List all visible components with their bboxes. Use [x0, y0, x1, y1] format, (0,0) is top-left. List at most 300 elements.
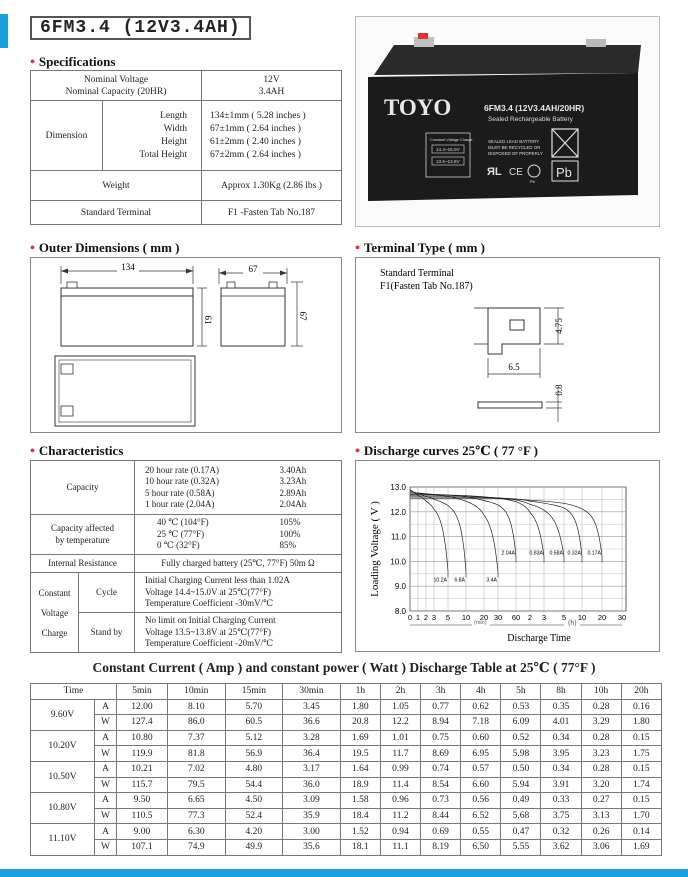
recycle-pb-label: Pb: [530, 179, 535, 184]
charge-v1: 14.4~15.0V: [436, 147, 460, 152]
cc-value-cell: 11.2: [380, 808, 420, 824]
cc-value-cell: 9.00: [117, 824, 168, 840]
cc-value-cell: 5.55: [501, 839, 541, 855]
chart-x-tick: 30: [617, 613, 627, 622]
cc-voltage-cell: 10.50V: [31, 761, 95, 792]
cc-header-cell: 30min: [283, 684, 341, 700]
cc-unit-cell: A: [95, 824, 117, 840]
ir-label: Internal Resistance: [31, 555, 135, 573]
cycle-label: Cycle: [79, 573, 135, 613]
cc-value-cell: 6.30: [167, 824, 225, 840]
cc-value-cell: 0.26: [581, 824, 621, 840]
terminal-drawing: [355, 257, 660, 433]
cc-unit-cell: A: [95, 761, 117, 777]
chart-y-tick: 10.0: [390, 557, 406, 567]
cc-value-cell: 10.80: [117, 730, 168, 746]
terminal-label: Standard Terminal: [31, 201, 202, 225]
cc-value-cell: 0.53: [501, 699, 541, 715]
chart-x-tick: 2: [527, 613, 533, 622]
cc-value-cell: 5.70: [225, 699, 283, 715]
cc-voltage-cell: 10.20V: [31, 730, 95, 761]
cc-value-cell: 0.15: [621, 761, 661, 777]
cc-value-cell: 0.28: [581, 761, 621, 777]
cc-value-cell: 1.58: [340, 793, 380, 809]
cc-value-cell: 3.45: [283, 699, 341, 715]
capacity-value-10h: 3.23Ah: [279, 476, 307, 486]
cc-value-cell: 7.02: [167, 761, 225, 777]
cc-value-cell: 0.15: [621, 793, 661, 809]
table-row: [31, 808, 662, 824]
cc-value-cell: 5.94: [501, 777, 541, 793]
cc-value-cell: 8.19: [421, 839, 461, 855]
cc-value-cell: 0.14: [621, 824, 661, 840]
terminal-line1: Standard Terminal: [380, 268, 454, 279]
battery-desc: Sealed Rechargeable Battery: [488, 116, 573, 123]
chart-series-label: 2.04A: [501, 550, 515, 557]
cc-table-title: Constant Current ( Amp ) and constant power ( Watt ) Discharge Table at 25℃ ( 77°F ): [92, 660, 596, 675]
cc-value-cell: 3.75: [541, 808, 581, 824]
nominal-label-cell: [31, 71, 202, 101]
ce-icon: CE: [509, 167, 523, 178]
cc-unit-cell: W: [95, 746, 117, 762]
cc-unit-cell: W: [95, 777, 117, 793]
temp-40: 40 ℃ (104°F): [157, 517, 209, 528]
discharge-chart-svg: [356, 461, 659, 651]
cc-value-cell: 107.1: [117, 839, 168, 855]
cc-value-cell: 18.1: [340, 839, 380, 855]
cc-value-cell: 3.09: [283, 793, 341, 809]
cc-value-cell: 8.10: [167, 699, 225, 715]
cc-value-cell: 1.69: [340, 730, 380, 746]
cc-value-cell: 6.65: [167, 793, 225, 809]
cc-value-cell: 0.75: [421, 730, 461, 746]
cc-value-cell: 1.70: [621, 808, 661, 824]
cc-value-cell: 0.77: [421, 699, 461, 715]
od-end-terminal-left: [227, 282, 235, 288]
cc-value-cell: 3.62: [541, 839, 581, 855]
cc-unit-cell: A: [95, 793, 117, 809]
dimension-values-cell: [202, 101, 342, 171]
cycle-line-1: Initial Charging Current less than 1.02A: [145, 575, 290, 586]
cc-value-cell: 3.28: [283, 730, 341, 746]
pb-label: Pb: [556, 165, 572, 180]
cc-header-cell: 20h: [621, 684, 661, 700]
nominal-capacity-value: 3.4AH: [258, 86, 285, 97]
cc-header-cell: 4h: [461, 684, 501, 700]
cc-value-cell: 1.74: [621, 777, 661, 793]
specifications-table: [30, 70, 342, 225]
cc-value-cell: 0.50: [501, 761, 541, 777]
dim-height-label: Height: [161, 136, 187, 147]
cc-value-cell: 7.18: [461, 715, 501, 731]
top-view: [55, 356, 195, 426]
cc-value-cell: 49.9: [225, 839, 283, 855]
cc-value-cell: 0.57: [461, 761, 501, 777]
cc-value-cell: 81.8: [167, 746, 225, 762]
chart-unit-h: (h): [568, 620, 577, 627]
tab-thick-label: 0.8: [554, 384, 564, 396]
chart-series-line: [410, 492, 498, 571]
tab-outline: [488, 308, 540, 354]
cc-unit-cell: W: [95, 839, 117, 855]
cc-value-cell: 1.64: [340, 761, 380, 777]
chart-y-tick: 9.0: [394, 582, 406, 592]
cc-value-cell: 8.94: [421, 715, 461, 731]
cc-value-cell: 0.47: [501, 824, 541, 840]
cc-unit-cell: A: [95, 730, 117, 746]
section-discharge-curves-label: Discharge curves 25℃ ( 77 °F ): [363, 443, 538, 458]
cc-value-cell: 77.3: [167, 808, 225, 824]
dim-length-value: 134±1mm ( 5.28 inches ): [210, 110, 306, 121]
cc-voltage-cell: 10.80V: [31, 793, 95, 824]
side-view: [61, 296, 193, 346]
capacity-rates-cell: [135, 461, 270, 515]
cc-voltage-cell: 11.10V: [31, 824, 95, 855]
cc-header-cell: 2h: [380, 684, 420, 700]
characteristics-table: [30, 460, 342, 653]
cc-header-cell: 15min: [225, 684, 283, 700]
dim-width-value: 67±1mm ( 2.64 inches ): [210, 123, 301, 134]
temp-label-cell: [31, 515, 135, 555]
od-width-arrow-right: [280, 271, 287, 276]
chart-x-tick: 30: [493, 613, 503, 622]
cc-value-cell: 3.23: [581, 746, 621, 762]
outer-dimensions-drawing: [30, 257, 342, 433]
cc-value-cell: 0.27: [581, 793, 621, 809]
temp-25: 25 ℃ (77°F): [157, 528, 205, 539]
terminal-cap-icon: [418, 33, 428, 39]
cc-value-cell: 6.60: [461, 777, 501, 793]
cc-value-cell: 3.20: [581, 777, 621, 793]
cc-voltage-cell: 9.60V: [31, 699, 95, 730]
table-row: [31, 730, 662, 746]
temp-label-1: Capacity affected: [50, 523, 115, 533]
cc-value-cell: 12.2: [380, 715, 420, 731]
cc-value-cell: 12.00: [117, 699, 168, 715]
dim-height-value: 61±2mm ( 2.40 inches ): [210, 136, 301, 147]
chart-series-label: 0.58A: [549, 550, 563, 557]
table-row: [31, 839, 662, 855]
cc-header-cell: 1h: [340, 684, 380, 700]
cc-value-cell: 115.7: [117, 777, 168, 793]
section-specifications: • Specifications: [30, 54, 116, 70]
cc-value-cell: 7.37: [167, 730, 225, 746]
chart-x-tick: 20: [597, 613, 607, 622]
cc-value-cell: 1.69: [621, 839, 661, 855]
bottom-bar: [0, 869, 688, 877]
cc-unit-cell: W: [95, 808, 117, 824]
chart-x-tick: 10: [577, 613, 587, 622]
outer-dimensions-svg: [31, 258, 341, 432]
chart-y-tick: 11.0: [391, 532, 406, 542]
cc-header-cell: Time: [31, 684, 117, 700]
discharge-chart: [355, 460, 660, 652]
od-end-terminal-right: [269, 282, 277, 288]
table-row: [31, 777, 662, 793]
cc-value-cell: 0.33: [541, 793, 581, 809]
dim-length-label: Length: [160, 110, 187, 121]
cc-value-cell: 127.4: [117, 715, 168, 731]
cc-value-cell: 0.56: [461, 793, 501, 809]
standby-line-1: No limit on Initial Charging Current: [145, 615, 276, 626]
cc-value-cell: 0.96: [380, 793, 420, 809]
od-side-terminal: [67, 282, 77, 288]
width-dim-label: 67: [248, 264, 258, 274]
temp-0: 0 ℃ (32°F): [157, 540, 200, 551]
height-dim-label: 61: [203, 315, 213, 325]
table-row: [31, 824, 662, 840]
chart-series-label: 6.8A: [454, 577, 465, 584]
cc-value-cell: 0.74: [421, 761, 461, 777]
battery-label-line1: SEALED LEAD BATTERY: [488, 139, 540, 144]
standby-line-3: Temperature Coefficient -20mV/℃: [145, 638, 274, 649]
cc-value-cell: 5.68: [501, 808, 541, 824]
cc-value-cell: 6.52: [461, 808, 501, 824]
cc-value-cell: 1.80: [340, 699, 380, 715]
cv-label-cell: [31, 573, 79, 653]
battery-brand: TOYO: [384, 95, 452, 120]
cc-value-cell: 0.32: [541, 824, 581, 840]
cc-value-cell: 0.99: [380, 761, 420, 777]
cc-value-cell: 36.6: [283, 715, 341, 731]
battery-illustration: [356, 17, 659, 226]
nominal-voltage-value: 12V: [263, 74, 280, 85]
cc-value-cell: 0.28: [581, 699, 621, 715]
table-row: [31, 715, 662, 731]
charge-v2: 13.5~13.8V: [436, 159, 460, 164]
accent-bar: [0, 14, 8, 48]
capacity-values-cell: [270, 461, 342, 515]
table-row: [31, 761, 662, 777]
standby-line-2: Voltage 13.5~13.8V at 25℃(77°F): [145, 626, 271, 637]
chart-series-label: 3.4A: [486, 577, 497, 584]
cc-header-cell: 8h: [541, 684, 581, 700]
chart-ylabel: Loading Voltage ( V ): [369, 501, 381, 597]
chart-x-tick: 5: [561, 613, 567, 622]
section-characteristics-label: Characteristics: [38, 443, 124, 458]
od-length-arrow-left: [61, 269, 68, 274]
cc-value-cell: 6.95: [461, 746, 501, 762]
battery-label-line3: DISPOSED OF PROPERLY: [488, 151, 543, 156]
cc-value-cell: 36.0: [283, 777, 341, 793]
cc-value-cell: 18.4: [340, 808, 380, 824]
chart-x-tick: 0: [407, 613, 413, 622]
dim-total-height-value: 67±2mm ( 2.64 inches ): [210, 149, 301, 160]
tab-width-label: 6.5: [508, 362, 520, 372]
temp-0-value: 85%: [279, 540, 296, 551]
standby-cell: [135, 613, 342, 653]
cc-value-cell: 0.52: [501, 730, 541, 746]
cc-value-cell: 4.20: [225, 824, 283, 840]
cc-value-cell: 3.91: [541, 777, 581, 793]
cc-value-cell: 119.9: [117, 746, 168, 762]
chart-series-line: [410, 496, 564, 557]
table-row: [31, 746, 662, 762]
chart-xlabel: Discharge Time: [507, 633, 571, 644]
cc-value-cell: 86.0: [167, 715, 225, 731]
page-title: 6FM3.4 (12V3.4AH): [30, 16, 251, 40]
chart-series-label: 0.32A: [567, 550, 581, 557]
cycle-line-2: Voltage 14.4~15.0V at 25℃(77°F): [145, 586, 271, 597]
battery-model: 6FM3.4 (12V3.4AH/20HR): [484, 103, 585, 113]
table-row: [31, 699, 662, 715]
chart-grid: [410, 487, 626, 611]
cc-value-cell: 9.50: [117, 793, 168, 809]
chart-x-tick: 60: [511, 613, 521, 622]
cc-value-cell: 4.50: [225, 793, 283, 809]
cc-value-cell: 11.1: [380, 839, 420, 855]
cc-unit-cell: A: [95, 699, 117, 715]
cc-value-cell: 11.7: [380, 746, 420, 762]
chart-series-line: [410, 494, 544, 556]
chart-y-tick: 8.0: [394, 607, 406, 616]
cc-header-cell: 5h: [501, 684, 541, 700]
section-outer-dimensions-label: Outer Dimensions ( mm ): [38, 240, 180, 255]
chart-series-line: [410, 490, 448, 572]
cc-value-cell: 0.49: [501, 793, 541, 809]
temp-25-value: 100%: [279, 528, 301, 539]
od-width-arrow-left: [219, 271, 226, 276]
chart-unit-min: (min): [474, 620, 487, 626]
cc-value-cell: 110.5: [117, 808, 168, 824]
cc-value-cell: 8.69: [421, 746, 461, 762]
standby-label: Stand by: [79, 613, 135, 653]
cv-label-3: Charge: [41, 627, 68, 638]
cc-header-cell: 3h: [421, 684, 461, 700]
capacity-label: Capacity: [31, 461, 135, 515]
cc-value-cell: 5.12: [225, 730, 283, 746]
cc-value-cell: 36.4: [283, 746, 341, 762]
section-terminal-type: • Terminal Type ( mm ): [355, 240, 485, 256]
weight-value: Approx 1.30Kg (2.86 lbs ): [202, 171, 342, 201]
dim-total-height-label: Total Height: [139, 149, 187, 160]
end-view: [221, 288, 285, 346]
tab-height-label: 4.75: [554, 318, 564, 334]
od-side-lid: [61, 288, 193, 296]
chart-series-label: 0.17A: [587, 550, 601, 557]
cc-header-cell: 5min: [117, 684, 168, 700]
battery-front: [368, 73, 638, 201]
chart-series-line: [410, 498, 602, 556]
cc-value-cell: 1.75: [621, 746, 661, 762]
chart-x-tick: 1: [415, 613, 421, 622]
cc-value-cell: 0.62: [461, 699, 501, 715]
cc-value-cell: 3.00: [283, 824, 341, 840]
cc-value-cell: 0.94: [380, 824, 420, 840]
section-specifications-label: Specifications: [38, 54, 116, 69]
cc-value-cell: 56.9: [225, 746, 283, 762]
nominal-voltage-label: Nominal Voltage: [83, 74, 149, 85]
cc-value-cell: 0.34: [541, 761, 581, 777]
nominal-value-cell: [202, 71, 342, 101]
od-top-terminal-b: [61, 406, 73, 416]
ir-value: Fully charged battery (25℃, 77°F) 50m Ω: [135, 555, 342, 573]
cc-value-cell: 54.4: [225, 777, 283, 793]
capacity-value-20h: 3.40Ah: [279, 464, 307, 475]
capacity-rate-1h: 1 hour rate (2.04A): [145, 499, 215, 509]
cc-value-cell: 19.5: [340, 746, 380, 762]
weight-label: Weight: [31, 171, 202, 201]
cc-value-cell: 0.60: [461, 730, 501, 746]
dimension-labels-cell: [103, 101, 202, 171]
capacity-rate-5h: 5 hour rate (0.58A): [145, 487, 215, 498]
cc-value-cell: 79.5: [167, 777, 225, 793]
chart-series-label: 0.83A: [529, 550, 543, 557]
cc-value-cell: 1.05: [380, 699, 420, 715]
cc-value-cell: 60.5: [225, 715, 283, 731]
cc-value-cell: 0.73: [421, 793, 461, 809]
ul-icon: ЯL: [487, 166, 502, 178]
section-characteristics: • Characteristics: [30, 443, 124, 459]
cc-value-cell: 3.17: [283, 761, 341, 777]
length-dim-label: 134: [121, 262, 135, 272]
cc-value-cell: 10.21: [117, 761, 168, 777]
capacity-value-5h: 2.89Ah: [279, 487, 307, 498]
section-outer-dimensions: • Outer Dimensions ( mm ): [30, 240, 180, 256]
chart-series-label: 10.2A: [433, 577, 447, 584]
cycle-cell: [135, 573, 342, 613]
cc-value-cell: 3.29: [581, 715, 621, 731]
cc-value-cell: 5.98: [501, 746, 541, 762]
capacity-rate-10h: 10 hour rate (0.32A): [145, 476, 219, 486]
battery-photo: [355, 16, 660, 227]
tab-side: [478, 402, 542, 408]
chart-x-tick: 3: [431, 613, 437, 622]
cc-value-cell: 0.16: [621, 699, 661, 715]
cc-body: [31, 699, 662, 855]
cc-header-cell: 10h: [581, 684, 621, 700]
od-length-arrow-right: [186, 269, 193, 274]
cc-value-cell: 0.35: [541, 699, 581, 715]
cycle-line-3: Temperature Coefficient -30mV/℃: [145, 598, 274, 609]
od-top-terminal-a: [61, 364, 73, 374]
cc-value-cell: 1.01: [380, 730, 420, 746]
cc-value-cell: 4.80: [225, 761, 283, 777]
total-height-dim-label: 67: [298, 311, 308, 321]
cc-value-cell: 20.8: [340, 715, 380, 731]
cc-value-cell: 0.34: [541, 730, 581, 746]
cc-value-cell: 0.55: [461, 824, 501, 840]
cv-label-1: Constant: [38, 587, 71, 598]
nominal-capacity-label: Nominal Capacity (20HR): [65, 86, 167, 97]
temp-label-2: by temperature: [55, 534, 110, 545]
cc-value-cell: 0.15: [621, 730, 661, 746]
cc-value-cell: 8.44: [421, 808, 461, 824]
table-row: [31, 793, 662, 809]
terminal-line2: F1(Fasten Tab No.187): [380, 281, 473, 292]
cc-value-cell: 3.06: [581, 839, 621, 855]
temp-40-value: 105%: [279, 517, 301, 528]
battery-top: [374, 45, 641, 75]
terminal-value: F1 -Fasten Tab No.187: [202, 201, 342, 225]
cc-value-cell: 3.13: [581, 808, 621, 824]
chart-y-tick: 13.0: [390, 483, 406, 492]
capacity-rate-20h: 20 hour rate (0.17A): [145, 464, 219, 475]
charge-title: Constant Voltage Charge: [430, 138, 473, 142]
tab-hole: [510, 320, 524, 330]
dim-width-label: Width: [163, 123, 187, 134]
temp-rows-cell: [135, 515, 270, 555]
cc-header-row: [31, 684, 662, 700]
cc-value-cell: 35.9: [283, 808, 341, 824]
cc-table: [30, 683, 662, 856]
chart-x-tick: 20: [479, 613, 489, 622]
battery-label-line2: MUST BE RECYCLED OR: [488, 145, 541, 150]
cc-value-cell: 18.9: [340, 777, 380, 793]
cc-value-cell: 0.69: [421, 824, 461, 840]
section-terminal-type-label: Terminal Type ( mm ): [363, 240, 485, 255]
cv-label-2: Voltage: [40, 607, 69, 618]
